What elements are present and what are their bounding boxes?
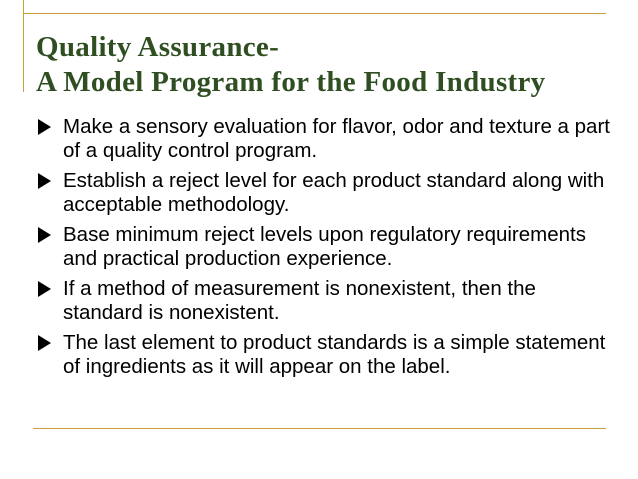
bullet-text: The last element to product standards is a simple statement of ingredients as it will appear on the label.: [63, 331, 606, 378]
bottom-divider: [33, 428, 606, 429]
bullet-text: Make a sensory evaluation for flavor, odor and texture a part of a quality control program.: [63, 115, 610, 162]
bullet-item: [36, 277, 611, 325]
bullet-item: [36, 115, 611, 163]
bullet-list: [36, 115, 611, 385]
bullet-item: [36, 223, 611, 271]
arrow-bullet-icon: [38, 335, 51, 351]
bullet-item: [36, 169, 611, 217]
bullet-text: Base minimum reject levels upon regulatory requirements and practical production experience.: [63, 223, 586, 270]
bullet-text: Establish a reject level for each product standard along with acceptable methodology.: [63, 169, 605, 216]
bullet-text: If a method of measurement is nonexistent, then the standard is nonexistent.: [63, 277, 536, 324]
left-divider: [23, 0, 24, 92]
top-divider: [23, 13, 606, 14]
arrow-bullet-icon: [38, 281, 51, 297]
arrow-bullet-icon: [38, 173, 51, 189]
arrow-bullet-icon: [38, 227, 51, 243]
title-line-2: A Model Program for the Food Industry: [36, 66, 546, 98]
arrow-bullet-icon: [38, 119, 51, 135]
slide-title: [36, 30, 626, 100]
bullet-item: [36, 331, 611, 379]
title-line-1: Quality Assurance-: [36, 31, 280, 63]
